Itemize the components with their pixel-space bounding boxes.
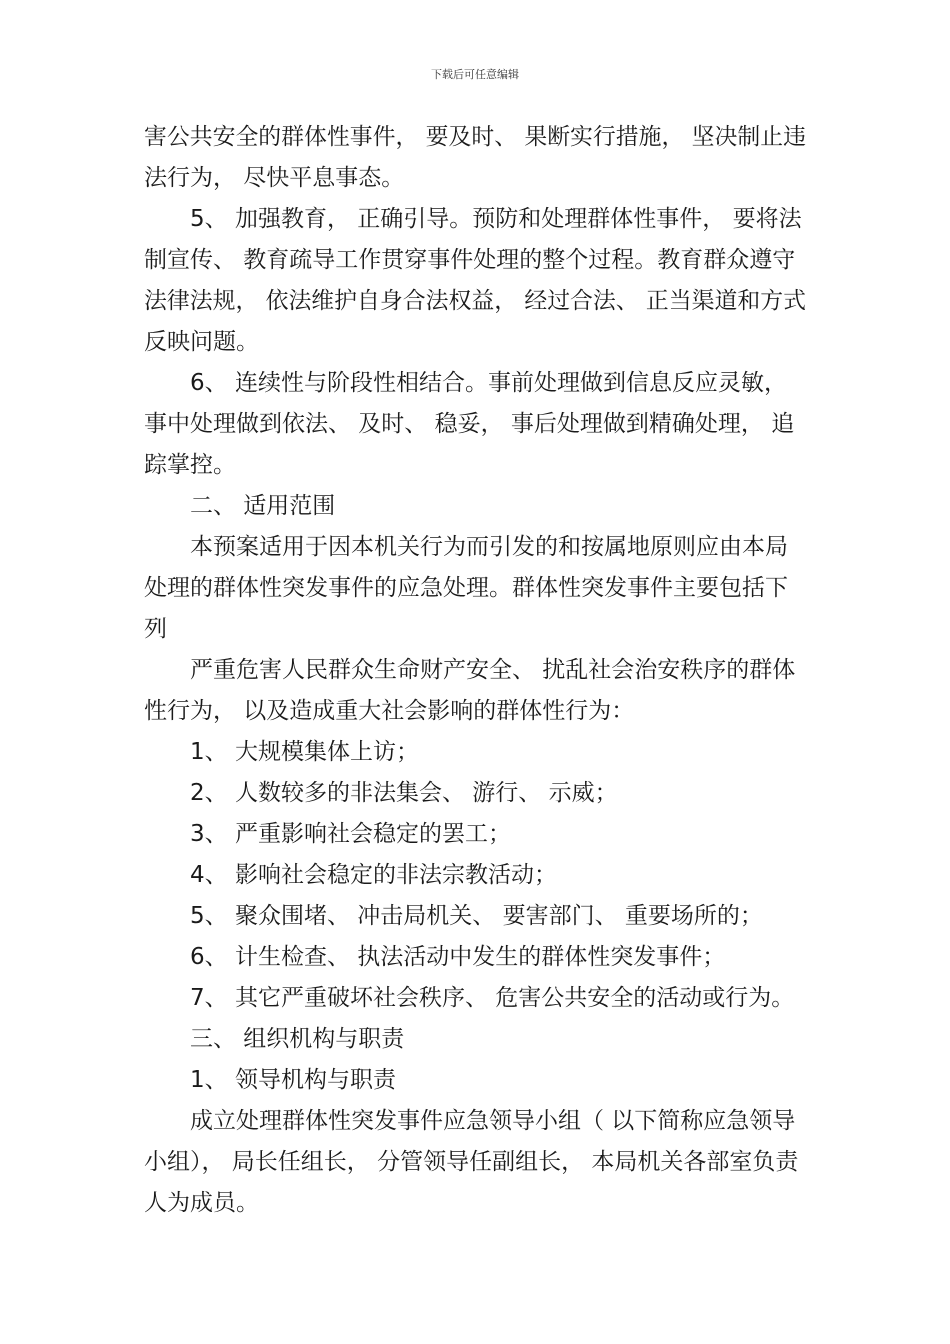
text-line: 5、 加强教育， 正确引导。预防和处理群体性事件， 要将法 — [190, 206, 802, 232]
text-line: 踪掌控。 — [144, 452, 236, 478]
list-item: 3、 严重影响社会稳定的罢工； — [190, 821, 511, 847]
text-line: 性行为， 以及造成重大社会影响的群体性行为： — [144, 698, 635, 724]
text-line: 法律法规， 依法维护自身合法权益， 经过合法、 正当渠道和方式 — [144, 288, 806, 314]
header-note: 下载后可任意编辑 — [431, 68, 519, 81]
text-line: 小组）， 局长任组长， 分管领导任副组长， 本局机关各部室负责 — [144, 1149, 799, 1175]
text-line: 法行为， 尽快平息事态。 — [144, 165, 405, 191]
text-line: 6、 连续性与阶段性相结合。事前处理做到信息反应灵敏， — [190, 370, 787, 396]
text-line: 害公共安全的群体性事件， 要及时、 果断实行措施， 坚决制止违 — [144, 124, 806, 150]
text-line: 制宣传、 教育疏导工作贯穿事件处理的整个过程。教育群众遵守 — [144, 247, 796, 273]
list-item: 6、 计生检查、 执法活动中发生的群体性突发事件； — [190, 944, 726, 970]
section-heading: 二、 适用范围 — [190, 493, 336, 519]
list-item: 2、 人数较多的非法集会、 游行、 示威； — [190, 780, 618, 806]
text-line: 成立处理群体性突发事件应急领导小组（ 以下简称应急领导 — [190, 1108, 796, 1134]
list-item: 5、 聚众围堵、 冲击局机关、 要害部门、 重要场所的； — [190, 903, 763, 929]
text-line: 列 — [144, 616, 167, 642]
section-heading: 三、 组织机构与职责 — [190, 1026, 405, 1052]
text-line: 人为成员。 — [144, 1190, 259, 1216]
text-line: 严重危害人民群众生命财产安全、 扰乱社会治安秩序的群体 — [190, 657, 796, 683]
text-line: 本预案适用于因本机关行为而引发的和按属地原则应由本局 — [190, 534, 788, 560]
text-line: 事中处理做到依法、 及时、 稳妥， 事后处理做到精确处理， 追 — [144, 411, 795, 437]
list-item: 4、 影响社会稳定的非法宗教活动； — [190, 862, 557, 888]
text-line: 反映问题。 — [144, 329, 259, 355]
list-item: 7、 其它严重破坏社会秩序、 危害公共安全的活动或行为。 — [190, 985, 795, 1011]
list-item: 1、 大规模集体上访； — [190, 739, 419, 765]
text-line: 处理的群体性突发事件的应急处理。群体性突发事件主要包括下 — [144, 575, 788, 601]
subsection-heading: 1、 领导机构与职责 — [190, 1067, 396, 1093]
